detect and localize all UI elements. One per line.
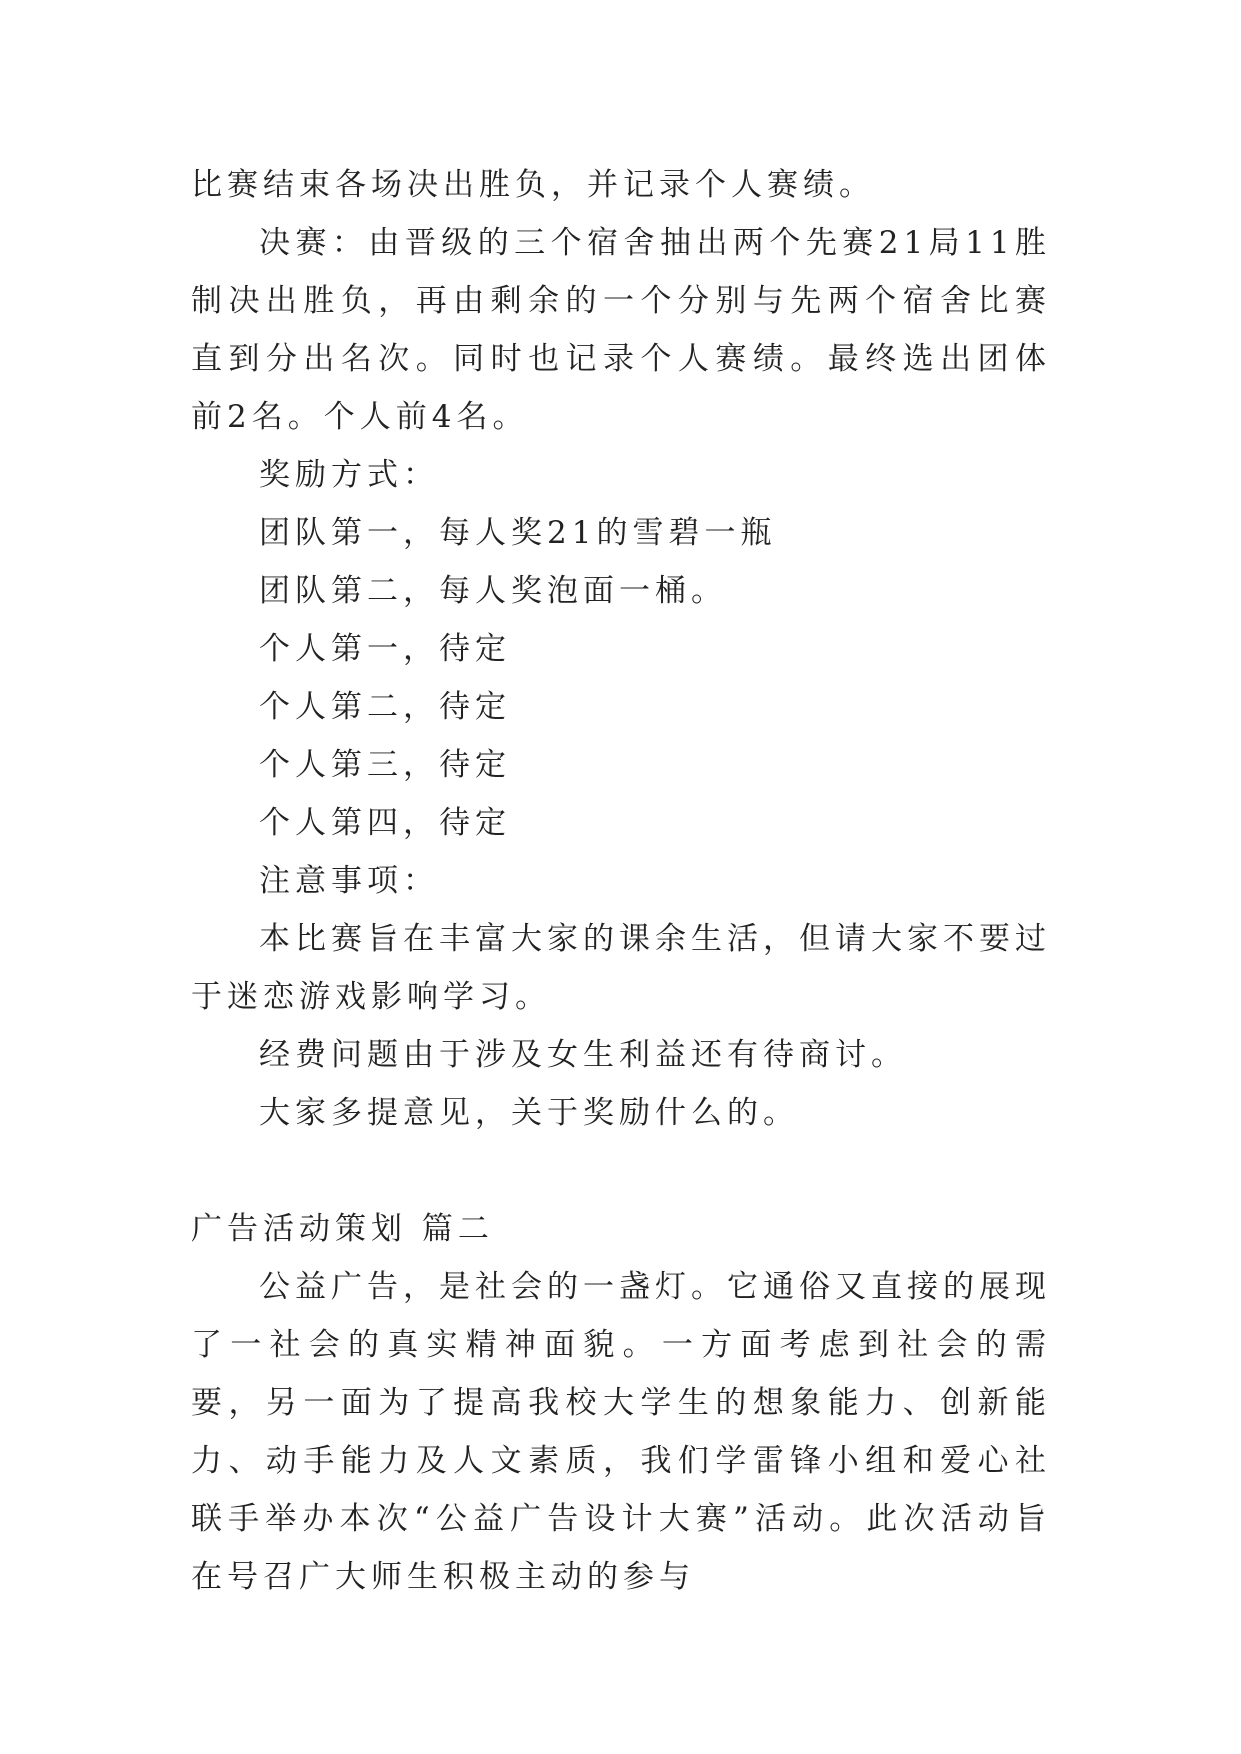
paragraph: 团队第二，每人奖泡面一桶。	[259, 573, 727, 609]
section-title: 广告活动策划 篇二	[191, 1211, 494, 1247]
document-body	[191, 156, 1051, 1606]
paragraph: 经费问题由于涉及女生利益还有待商讨。	[259, 1037, 907, 1073]
paragraph: 个人第一，待定	[259, 631, 511, 667]
paragraph: 奖励方式：	[259, 457, 439, 493]
paragraph: 决赛：由晋级的三个宿舍抽出两个先赛21局11胜制决出胜负，再由剩余的一个分别与先两个宿舍比赛直到分出名次。同时也记录个人赛绩。最终选出团体前2名。个人前4名。	[191, 225, 1051, 435]
paragraph: 比赛结束各场决出胜负，并记录个人赛绩。	[191, 167, 875, 203]
blank-line	[191, 1142, 1051, 1200]
paragraph: 个人第四，待定	[259, 805, 511, 841]
paragraph: 个人第二，待定	[259, 689, 511, 725]
paragraph: 注意事项：	[259, 863, 439, 899]
paragraph: 个人第三，待定	[259, 747, 511, 783]
paragraph: 大家多提意见，关于奖励什么的。	[259, 1095, 799, 1131]
paragraph: 本比赛旨在丰富大家的课余生活，但请大家不要过于迷恋游戏影响学习。	[191, 921, 1051, 1015]
paragraph: 公益广告，是社会的一盏灯。它通俗又直接的展现了一社会的真实精神面貌。一方面考虑到社会的需要，另一面为了提高我校大学生的想象能力、创新能力、动手能力及人文素质，我们学雷锋小组和爱心社联手举办本次“公益广告设计大赛”活动。此次活动旨在号召广大师生积极主动的参与	[191, 1269, 1051, 1595]
paragraph: 团队第一，每人奖21的雪碧一瓶	[259, 515, 777, 551]
